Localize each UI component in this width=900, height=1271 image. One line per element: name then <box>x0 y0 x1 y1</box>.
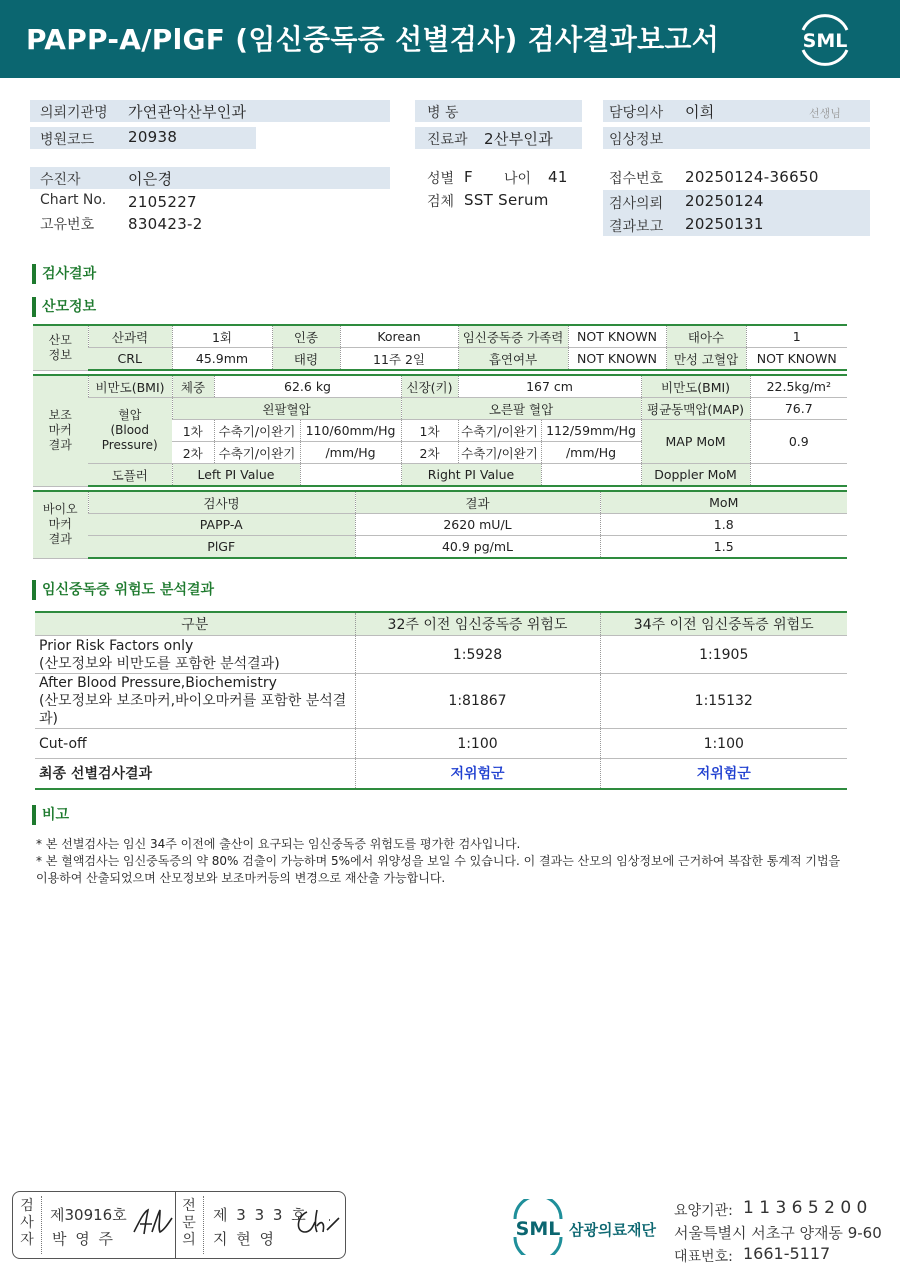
request-value: 20250124 <box>685 192 764 210</box>
doctor-value: 이희 <box>685 103 715 121</box>
doctor-label: 담당의사 <box>609 105 664 121</box>
patient-label: 수진자 <box>40 172 81 188</box>
crl-value: 45.9mm <box>172 348 272 371</box>
left-first-sd-label: 수축기/이완기 <box>214 420 300 442</box>
risk-row-label-main: After Blood Pressure,Biochemistry <box>39 675 277 691</box>
uid-value: 830423-2 <box>128 215 203 233</box>
svg-text:SML: SML <box>802 30 848 52</box>
examiner-signature-icon <box>130 1206 176 1240</box>
parity-label: 산과력 <box>88 325 172 348</box>
report-date-label: 결과보고 <box>609 219 664 235</box>
bio-row-name: PAPP-A <box>88 514 355 536</box>
chart-value: 2105227 <box>128 193 197 211</box>
risk-row-label-sub: (산모정보와 보조마커,바이오마커를 포함한 분석결과) <box>39 693 347 727</box>
org-phone-label: 대표번호: <box>674 1249 733 1265</box>
weight-value: 62.6 kg <box>214 375 401 398</box>
svg-text:SML: SML <box>515 1218 561 1240</box>
height-value: 167 cm <box>458 375 641 398</box>
cutoff-32: 1:100 <box>355 729 600 759</box>
height-label: 신장(키) <box>401 375 458 398</box>
right-arm-label: 오른팔 혈압 <box>401 398 641 420</box>
examiner-label: 검 사 자 <box>20 1198 34 1248</box>
bio-row-result: 40.9 pg/mL <box>355 536 600 559</box>
dept-label: 진료과 <box>427 132 468 148</box>
risk-header-32: 32주 이전 임신중독증 위험도 <box>355 612 600 636</box>
chronic-htn-value: NOT KNOWN <box>746 348 847 371</box>
weight-label: 체중 <box>172 375 214 398</box>
remarks-heading: 비고 <box>32 805 69 825</box>
sml-logo-icon <box>795 10 855 68</box>
bp-label: 혈압 (Blood Pressure) <box>88 398 172 464</box>
bmi-row-label: 비만도(BMI) <box>88 375 172 398</box>
report-title: PAPP-A/PlGF (임신중독증 선별검사) 검사결과보고서 <box>26 23 720 56</box>
remark-line: * 본 선별검사는 임신 34주 이전에 출산이 요구되는 임신중독증 위험도를 평가한 검사입니다. <box>36 837 521 851</box>
left-second-value: /mm/Hg <box>300 442 401 464</box>
maternal-table <box>33 324 847 371</box>
race-label: 인종 <box>272 325 340 348</box>
map-value: 76.7 <box>750 398 847 420</box>
left-pi-label: Left PI Value <box>172 464 300 487</box>
smoking-value: NOT KNOWN <box>568 348 666 371</box>
right-second-value: /mm/Hg <box>541 442 641 464</box>
specialist-name: 지 현 영 <box>213 1230 277 1248</box>
specialist-signature-icon <box>293 1206 341 1240</box>
map-label: 평균동맥압(MAP) <box>641 398 750 420</box>
risk-row-label <box>35 674 355 729</box>
maternal-heading: 산모정보 <box>32 297 96 317</box>
map-mom-label: MAP MoM <box>641 420 750 464</box>
left-second-label: 2차 <box>172 442 214 464</box>
bio-row-mom: 1.5 <box>600 536 847 559</box>
crl-label: CRL <box>88 348 172 371</box>
results-heading: 검사결과 <box>32 264 96 284</box>
specimen-value: SST Serum <box>464 191 549 209</box>
risk-row-34: 1:1905 <box>600 636 847 674</box>
receipt-label: 접수번호 <box>609 171 664 187</box>
remark-line: * 본 혈액검사는 임신중독증의 약 80% 검출이 가능하며 5%에서 위양성을 보일 수 있습니다. 이 결과는 산모의 임상정보에 근거하여 복잡한 통계적 기법을 이용하여 산출되었으며 산모정보와 보조마커등의 변경으로 재산출 가능합니다. <box>36 854 841 885</box>
ward-label: 병 동 <box>427 105 459 121</box>
family-history-value: NOT KNOWN <box>568 325 666 348</box>
final-result-label: 최종 선별검사결과 <box>35 759 355 789</box>
hospital-code-label: 병원코드 <box>40 132 95 148</box>
race-value: Korean <box>340 325 458 348</box>
chart-label: Chart No. <box>40 192 107 208</box>
uid-label: 고유번호 <box>40 217 95 233</box>
final-result-32: 저위험군 <box>355 759 600 789</box>
bio-marker-table <box>33 490 847 559</box>
org-phone-value: 1661-5117 <box>743 1244 831 1263</box>
fetus-value: 1 <box>746 325 847 348</box>
doppler-label: 도플러 <box>88 464 172 487</box>
receipt-value: 20250124-36650 <box>685 168 819 186</box>
right-pi-value <box>541 464 641 487</box>
specialist-license: 제 3 3 3 호 <box>213 1206 308 1224</box>
left-second-sd-label: 수축기/이완기 <box>214 442 300 464</box>
request-label: 검사의뢰 <box>609 196 664 212</box>
left-arm-label: 왼팔혈압 <box>172 398 401 420</box>
doppler-mom-value <box>750 464 847 487</box>
report-date-value: 20250131 <box>685 215 764 233</box>
risk-row-label-main: Prior Risk Factors only <box>39 637 194 654</box>
left-first-label: 1차 <box>172 420 214 442</box>
bio-row-mom: 1.8 <box>600 514 847 536</box>
dept-value: 2산부인과 <box>484 130 554 148</box>
chronic-htn-label: 만성 고혈압 <box>666 348 746 371</box>
risk-row-label-sub: (산모정보와 비만도를 포함한 분석결과) <box>39 655 280 672</box>
doctor-suffix: 선생님 <box>809 107 841 120</box>
examiner-license: 제30916호 <box>50 1206 127 1224</box>
ga-value: 11주 2일 <box>340 348 458 371</box>
bio-row-name: PlGF <box>88 536 355 559</box>
maternal-group-label: 산모 정보 <box>33 325 88 370</box>
map-mom-value: 0.9 <box>750 420 847 464</box>
sex-value: F <box>464 168 473 186</box>
sex-label: 성별 <box>427 171 455 187</box>
org-name: 삼광의료재단 <box>569 1221 656 1239</box>
smoking-label: 흡연여부 <box>458 348 568 371</box>
risk-heading: 임신중독증 위험도 분석결과 <box>32 580 214 600</box>
age-value: 41 <box>548 168 568 186</box>
right-first-value: 112/59mm/Hg <box>541 420 641 442</box>
report-header <box>0 0 900 78</box>
examiner-name: 박 영 주 <box>52 1230 116 1248</box>
risk-row-label <box>35 636 355 674</box>
right-second-label: 2차 <box>401 442 458 464</box>
specialist-label: 전 문 의 <box>182 1198 196 1248</box>
cutoff-34: 1:100 <box>600 729 847 759</box>
risk-header-34: 34주 이전 임신중독증 위험도 <box>600 612 847 636</box>
clinical-label: 임상정보 <box>609 132 664 148</box>
fetus-label: 태아수 <box>666 325 746 348</box>
risk-row-32: 1:81867 <box>355 674 600 729</box>
doppler-mom-label: Doppler MoM <box>641 464 750 487</box>
aux-marker-table <box>33 374 847 487</box>
bmi-label: 비만도(BMI) <box>641 375 750 398</box>
ga-label: 태령 <box>272 348 340 371</box>
specimen-label: 검체 <box>427 194 455 210</box>
institution-label: 의뢰기관명 <box>40 105 108 121</box>
left-pi-value <box>300 464 401 487</box>
bmi-value: 22.5kg/m² <box>750 375 847 398</box>
risk-header-category: 구분 <box>35 612 355 636</box>
bio-header-name: 검사명 <box>88 491 355 514</box>
parity-value: 1회 <box>172 325 272 348</box>
right-first-sd-label: 수축기/이완기 <box>458 420 541 442</box>
family-history-label: 임신중독증 가족력 <box>458 325 568 348</box>
footer-sml-logo-icon <box>508 1199 568 1255</box>
bio-row-result: 2620 mU/L <box>355 514 600 536</box>
institution-value: 가연관악산부인과 <box>128 103 247 121</box>
bio-header-mom: MoM <box>600 491 847 514</box>
final-result-34: 저위험군 <box>600 759 847 789</box>
org-code-value: 1 1 3 6 5 2 0 0 <box>743 1198 868 1218</box>
patient-value: 이은경 <box>128 170 173 188</box>
org-code-label: 요양기관: <box>674 1203 733 1219</box>
bio-group-label: 바이오 마커 결과 <box>33 491 88 558</box>
left-first-value: 110/60mm/Hg <box>300 420 401 442</box>
hospital-code-value: 20938 <box>128 128 178 146</box>
patient-box <box>30 167 390 189</box>
aux-group-label: 보조 마커 결과 <box>33 375 88 486</box>
risk-table <box>35 611 847 790</box>
bio-header-result: 결과 <box>355 491 600 514</box>
cutoff-label: Cut-off <box>35 729 355 759</box>
right-first-label: 1차 <box>401 420 458 442</box>
right-second-sd-label: 수축기/이완기 <box>458 442 541 464</box>
org-address: 서울특별시 서초구 양재동 9-60 <box>674 1224 882 1242</box>
risk-row-34: 1:15132 <box>600 674 847 729</box>
age-label: 나이 <box>504 171 532 187</box>
right-pi-label: Right PI Value <box>401 464 541 487</box>
risk-row-32: 1:5928 <box>355 636 600 674</box>
signature-box <box>12 1191 346 1259</box>
